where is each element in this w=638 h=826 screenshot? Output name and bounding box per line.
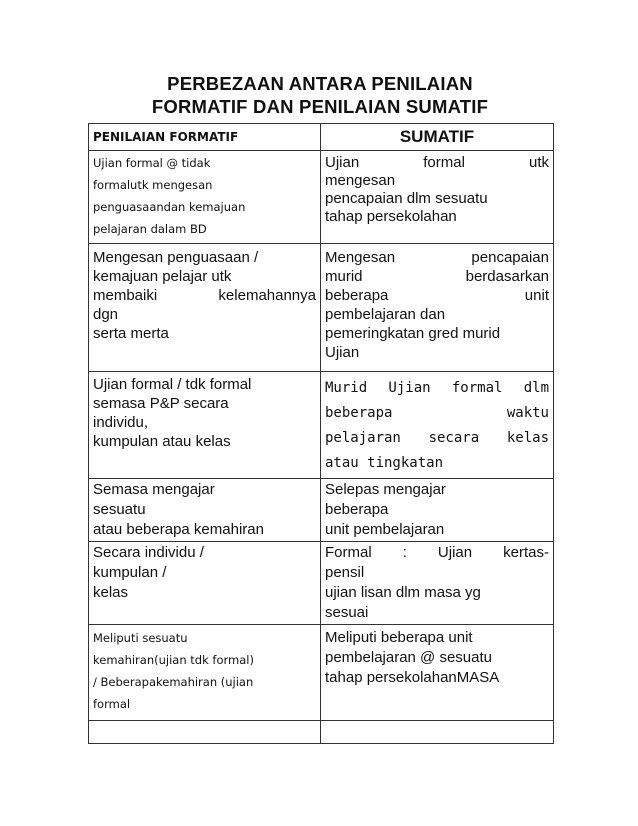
- cell-line: kemajuan pelajar utk: [93, 268, 232, 285]
- header-sumatif: SUMATIF: [321, 124, 554, 151]
- table-row: [89, 542, 554, 625]
- cell-line: tahap persekolahan: [325, 208, 457, 225]
- cell-line: pensil: [325, 564, 365, 581]
- cell-line: sesuai: [325, 604, 369, 621]
- sumatif-cell: [321, 244, 554, 372]
- cell-line: formal: [93, 697, 131, 711]
- cell-line: Meliputi sesuatu: [93, 631, 188, 645]
- sumatif-cell: [321, 151, 554, 244]
- table-row: [89, 151, 554, 244]
- cell-line: semasa P&P secara: [93, 395, 229, 412]
- sumatif-cell: [321, 372, 554, 479]
- cell-line: pelajaran dalam BD: [93, 222, 207, 236]
- cell-line: Secara individu /: [93, 544, 204, 561]
- cell-line: Mengesan penguasaan /: [93, 249, 259, 266]
- title-line-1: PERBEZAAN ANTARA PENILAIAN: [167, 73, 473, 94]
- empty-cell: [89, 721, 321, 744]
- cell-line: Ujian formal @ tidak: [93, 156, 211, 170]
- cell-line: Formal : Ujian kertas-: [325, 544, 549, 561]
- formatif-cell: [89, 625, 321, 721]
- table-row: [89, 244, 554, 372]
- cell-line: beberapa: [325, 501, 389, 518]
- table-row-empty: [89, 721, 554, 744]
- cell-line: Murid Ujian formal dlm: [325, 380, 549, 396]
- cell-line: individu,: [93, 414, 149, 431]
- cell-line: beberapa waktu: [325, 405, 549, 421]
- cell-line: pemeringkatan gred murid: [325, 325, 501, 342]
- cell-line: mengesan: [325, 172, 396, 189]
- cell-line: serta merta: [93, 325, 169, 342]
- cell-line: Ujian formal utk: [325, 154, 549, 171]
- formatif-cell: [89, 372, 321, 479]
- cell-line: formalutk mengesan: [93, 178, 213, 192]
- cell-line: Ujian formal / tdk formal: [93, 376, 252, 393]
- formatif-cell: [89, 542, 321, 625]
- empty-cell: [321, 721, 554, 744]
- cell-line: beberapa unit: [325, 287, 549, 304]
- table-row: [89, 625, 554, 721]
- comparison-table: [88, 123, 554, 744]
- cell-line: kumpulan /: [93, 564, 167, 581]
- cell-line: pembelajaran dan: [325, 306, 446, 323]
- cell-line: Selepas mengajar: [325, 481, 446, 498]
- formatif-cell: [89, 151, 321, 244]
- cell-line: dgn: [93, 306, 119, 323]
- sumatif-cell: [321, 479, 554, 542]
- cell-line: Ujian: [325, 344, 360, 361]
- cell-line: pembelajaran @ sesuatu: [325, 649, 492, 666]
- table-header-row: [89, 124, 554, 151]
- cell-line: Semasa mengajar: [93, 481, 215, 498]
- table-row: [89, 479, 554, 542]
- title-line-2: FORMATIF DAN PENILAIAN SUMATIF: [151, 96, 489, 117]
- cell-line: sesuatu: [93, 501, 146, 518]
- cell-line: tahap persekolahanMASA: [325, 669, 500, 686]
- document-title: [88, 72, 552, 118]
- cell-line: ujian lisan dlm masa yg: [325, 584, 481, 601]
- cell-line: unit pembelajaran: [325, 521, 445, 538]
- cell-line: atau beberapa kemahiran: [93, 521, 264, 538]
- cell-line: Meliputi beberapa unit: [325, 629, 473, 646]
- cell-line: kumpulan atau kelas: [93, 433, 231, 450]
- cell-line: kemahiran(ujian tdk formal): [93, 653, 254, 667]
- table-row: [89, 372, 554, 479]
- cell-line: atau tingkatan: [325, 455, 444, 471]
- cell-line: penguasaandan kemajuan: [93, 200, 246, 214]
- sumatif-cell: [321, 542, 554, 625]
- cell-line: / Beberapakemahiran (ujian: [93, 675, 254, 689]
- cell-line: pencapaian dlm sesuatu: [325, 190, 488, 207]
- cell-line: kelas: [93, 584, 129, 601]
- formatif-cell: [89, 244, 321, 372]
- cell-line: Mengesan pencapaian: [325, 249, 549, 266]
- formatif-cell: [89, 479, 321, 542]
- cell-line: pelajaran secara kelas: [325, 430, 549, 446]
- sumatif-cell: [321, 625, 554, 721]
- cell-line: murid berdasarkan: [325, 268, 549, 285]
- cell-line: membaiki kelemahannya: [93, 287, 316, 304]
- header-formatif: PENILAIAN FORMATIF: [89, 124, 321, 151]
